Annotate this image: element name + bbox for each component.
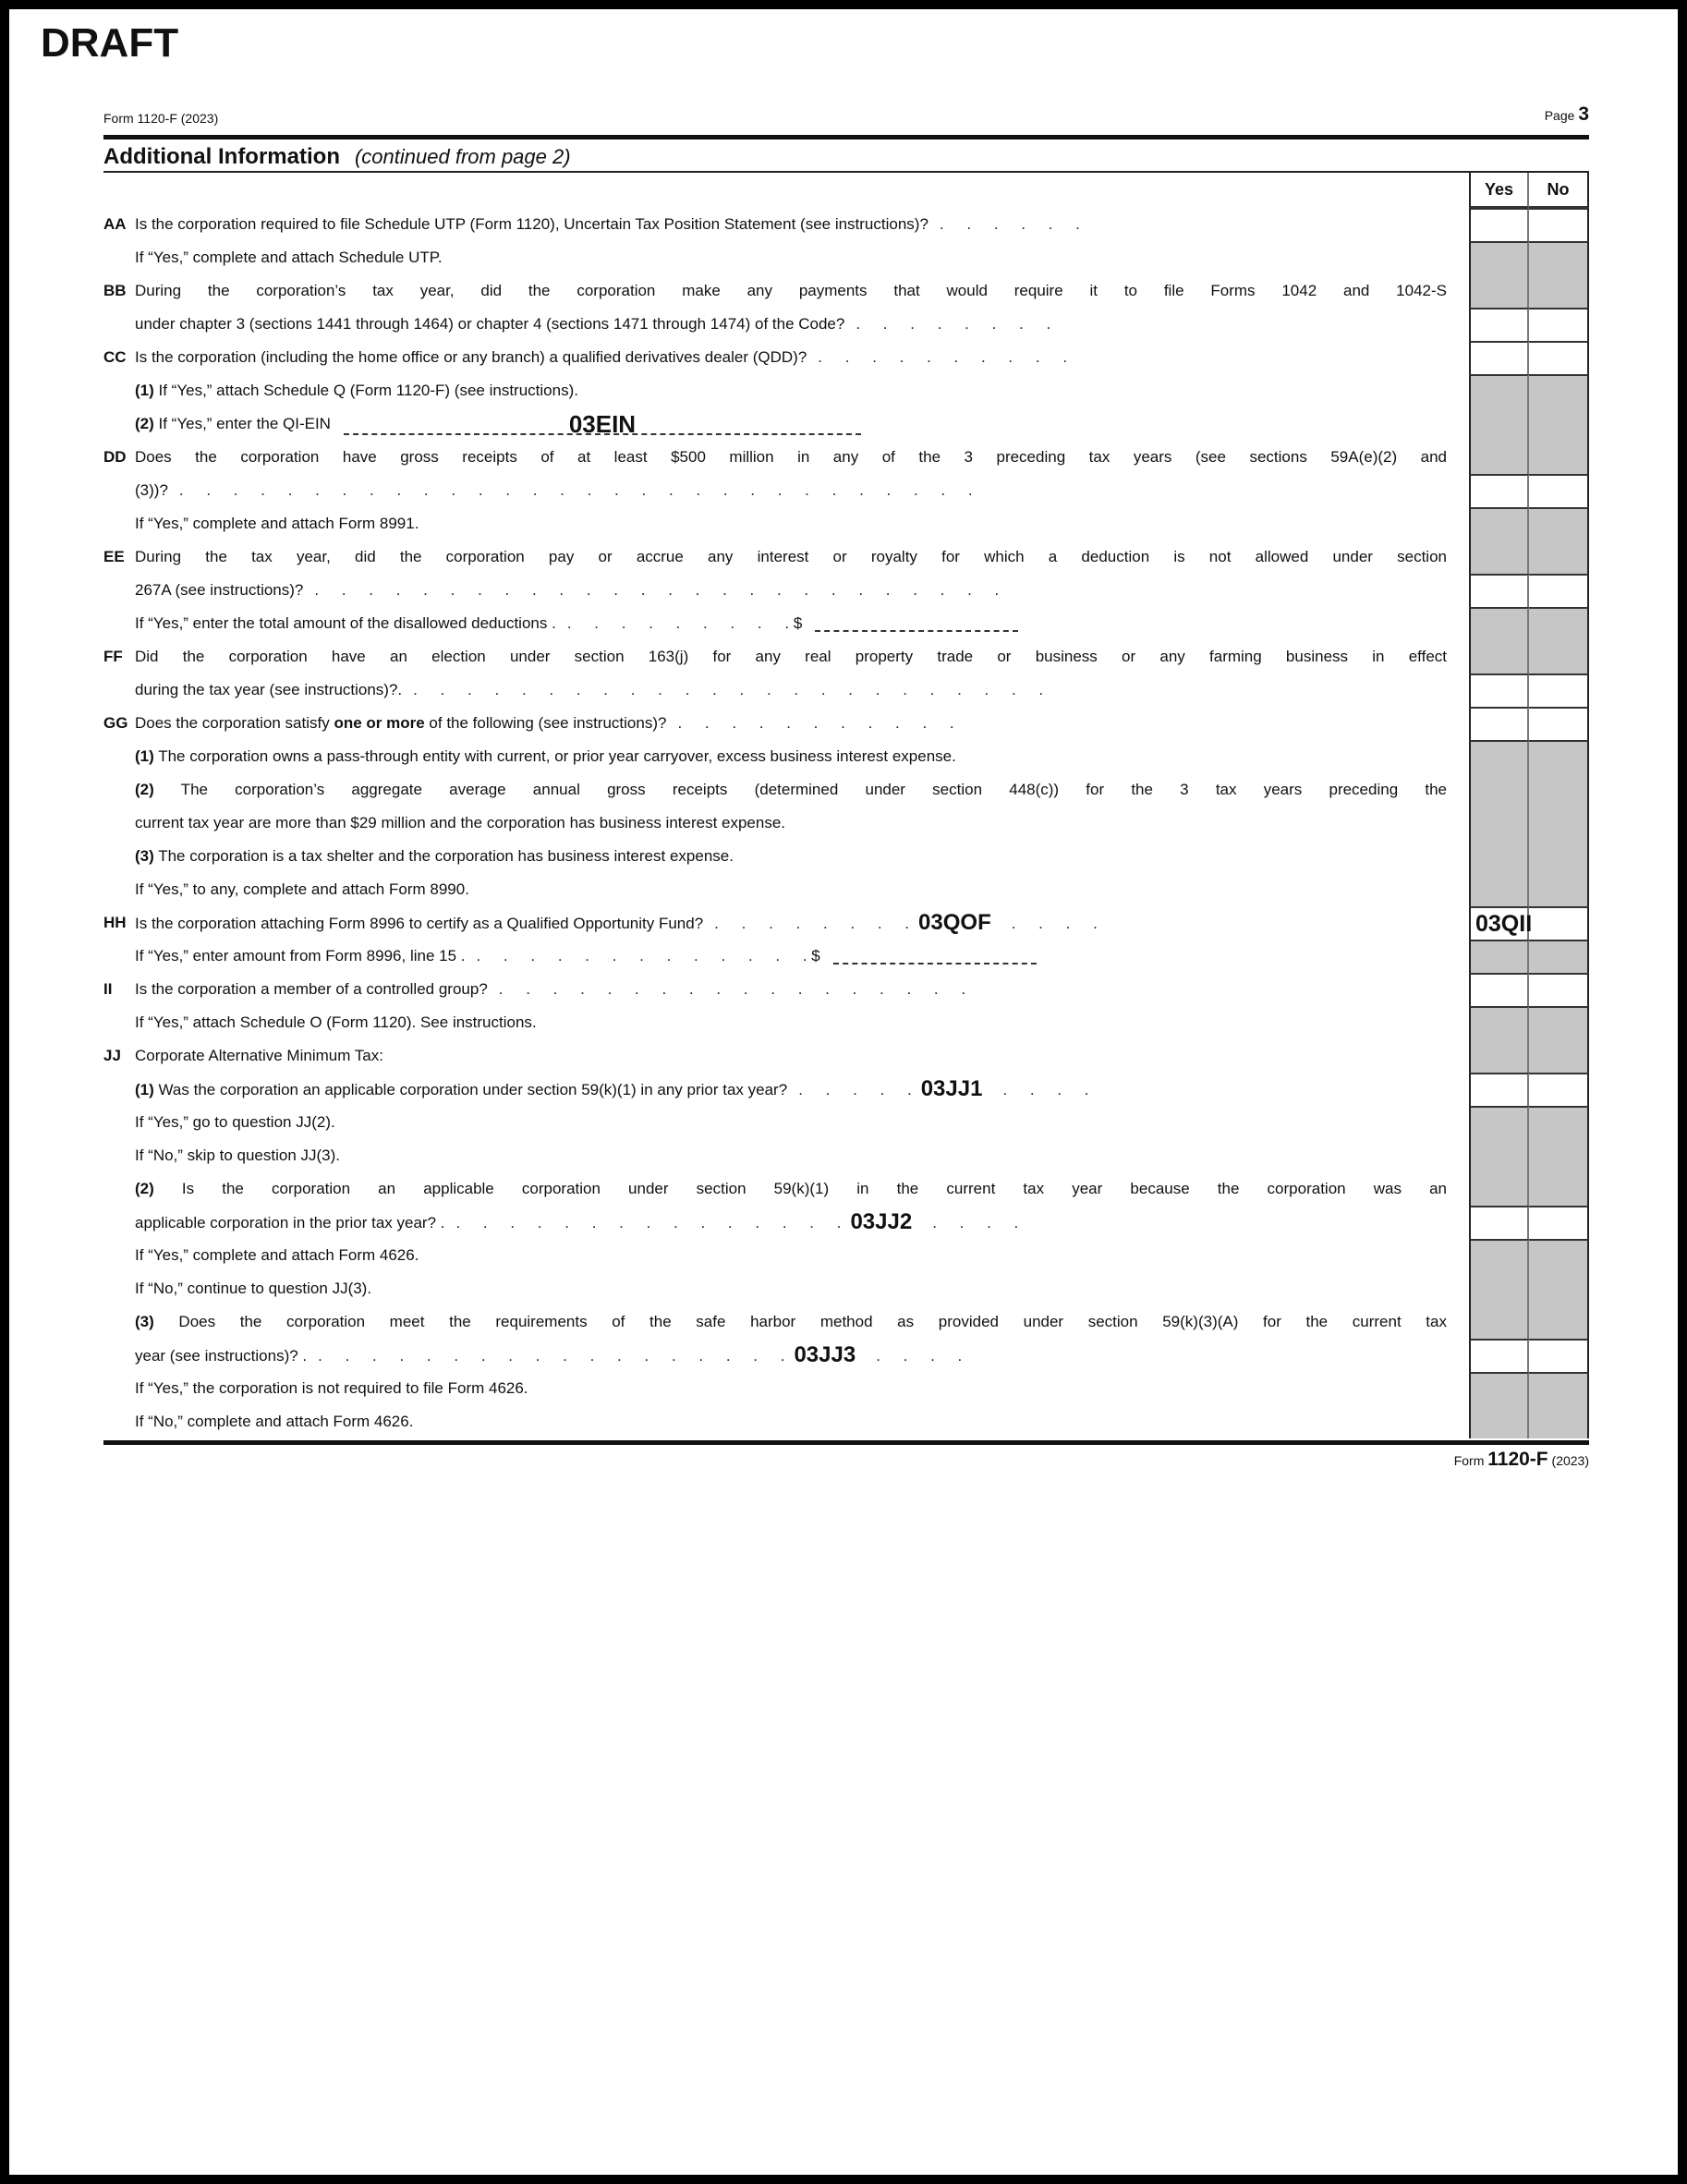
dot-leaders: . . . . . . . . .: [566, 614, 790, 632]
no-cell[interactable]: [1529, 707, 1589, 740]
question-text: [135, 1106, 1469, 1139]
header-divider: [103, 135, 1589, 140]
question-line: [103, 940, 1469, 973]
text-segment: (3))?: [135, 481, 168, 499]
no-cell: [1529, 773, 1589, 807]
yes-cell: [1469, 607, 1529, 640]
table-header-spacer: [103, 173, 1469, 208]
text-segment: current tax year are more than $29 million and the corporation has business interest expense.: [135, 814, 786, 831]
yes-cell[interactable]: [1469, 474, 1529, 507]
text-segment: (3): [135, 1313, 154, 1330]
item-code: EE: [103, 548, 125, 565]
text-segment: applicable corporation in the prior tax year? .: [135, 1214, 445, 1232]
question-line: [103, 1372, 1469, 1405]
yes-cell: [1469, 1405, 1529, 1438]
text-segment: Is the corporation (including the home office or any branch) a qualified derivatives dealer (QDD)?: [135, 348, 807, 366]
no-cell: [1529, 241, 1589, 274]
text-segment: Is the corporation attaching Form 8996 to certify as a Qualified Opportunity Fund?: [135, 915, 704, 932]
item-code: HH: [103, 914, 127, 931]
item-code: [103, 740, 135, 773]
no-cell: [1529, 1305, 1589, 1339]
dot-leaders: . . . . .: [798, 1081, 912, 1098]
footer-form-id: [103, 1449, 1589, 1471]
yes-cell: [1469, 507, 1529, 540]
dot-leaders: . . . . . . . . . .: [818, 348, 1068, 366]
item-code: [103, 1206, 135, 1239]
text-segment: During the tax year, did the corporation pay or accrue any interest or royalty for which a deduction is not allowed under section: [135, 548, 1447, 565]
item-code: [103, 1239, 135, 1272]
yes-cell: [1469, 840, 1529, 873]
yes-cell[interactable]: [1469, 1339, 1529, 1372]
question-text: [135, 1239, 1469, 1272]
question-text: [135, 574, 1469, 607]
question-line: [103, 308, 1469, 341]
no-cell[interactable]: [1529, 673, 1589, 707]
yes-cell[interactable]: [1469, 308, 1529, 341]
question-line: [103, 1073, 1469, 1106]
question-text: [135, 241, 1469, 274]
question-text: [135, 1139, 1469, 1172]
no-cell[interactable]: [1529, 208, 1589, 241]
text-segment: (2): [135, 1180, 154, 1197]
yes-cell[interactable]: [1469, 1206, 1529, 1239]
question-text: [135, 1006, 1469, 1039]
question-text: [135, 441, 1469, 474]
text-segment: under chapter 3 (sections 1441 through 1464) or chapter 4 (sections 1471 through 1474) of the Code?: [135, 315, 845, 333]
text-segment: (3): [135, 847, 154, 865]
dot-leaders: . . . . . . . . . . . . . . . . . . . . . . . . . . . . . .: [178, 481, 973, 499]
no-cell[interactable]: [1529, 1339, 1589, 1372]
yes-cell: [1469, 1039, 1529, 1073]
text-segment: Does the corporation have gross receipts of at least $500 million in any of the 3 preceding tax years (see sections 59A(e)(2) and: [135, 448, 1447, 466]
yes-cell[interactable]: [1469, 208, 1529, 241]
amount-entry-field[interactable]: [815, 608, 1018, 632]
question-line: [103, 1272, 1469, 1305]
draft-code: 03JJ2: [850, 1209, 913, 1234]
question-line: [103, 807, 1469, 840]
qi-ein-entry-field[interactable]: [344, 410, 861, 438]
no-cell: [1529, 1172, 1589, 1206]
yes-cell[interactable]: [1469, 973, 1529, 1006]
yes-cell[interactable]: [1469, 673, 1529, 707]
question-line: [103, 773, 1469, 807]
question-line-FF: [103, 640, 1469, 673]
question-text: [135, 1305, 1469, 1339]
question-line-II: [103, 973, 1469, 1006]
draft-code: 03JJ3: [794, 1342, 856, 1367]
form-id-header: Form 1120-F (2023): [103, 111, 219, 126]
text-segment: If “Yes,” complete and attach Schedule UTP.: [135, 249, 443, 266]
item-code: [103, 1272, 135, 1305]
question-line: [103, 574, 1469, 607]
footer-form-year: (2023): [1551, 1453, 1589, 1468]
question-line: [103, 1006, 1469, 1039]
footer-form-label: Form: [1453, 1453, 1485, 1468]
item-code: [103, 374, 135, 407]
question-text: [135, 1172, 1469, 1206]
dot-leaders: . . . .: [1002, 1081, 1089, 1098]
text-segment: If “Yes,” complete and attach Form 4626.: [135, 1246, 419, 1264]
dot-leaders: . . . . . . . . . . .: [677, 714, 954, 732]
item-code: [103, 407, 135, 441]
yes-cell: [1469, 540, 1529, 574]
no-cell: [1529, 1139, 1589, 1172]
question-text: [135, 807, 1469, 840]
no-cell: [1529, 540, 1589, 574]
no-cell[interactable]: [1529, 973, 1589, 1006]
dot-leaders: . . . .: [1011, 915, 1098, 932]
question-line-BB: [103, 274, 1469, 308]
draft-code: 03QOF: [918, 910, 991, 935]
question-text: [135, 607, 1469, 640]
question-line-JJ: [103, 1039, 1469, 1073]
question-line-DD: [103, 441, 1469, 474]
no-cell: [1529, 507, 1589, 540]
question-text: [135, 773, 1469, 807]
text-segment: If “No,” skip to question JJ(3).: [135, 1147, 341, 1164]
question-text: [135, 1272, 1469, 1305]
text-segment: If “Yes,” enter the total amount of the disallowed deductions .: [135, 614, 556, 632]
question-text: [135, 640, 1469, 673]
question-line: [103, 1139, 1469, 1172]
question-line: [103, 1405, 1469, 1438]
no-cell: [1529, 1272, 1589, 1305]
question-line: [103, 840, 1469, 873]
question-text: [135, 308, 1469, 341]
yes-cell: [1469, 241, 1529, 274]
dot-leaders: . . . . . .: [939, 215, 1080, 233]
item-code: [103, 807, 135, 840]
item-code: [103, 1006, 135, 1039]
question-line: [103, 374, 1469, 407]
text-segment: During the corporation’s tax year, did the corporation make any payments that would require it to file Forms 1042 and 1042-S: [135, 282, 1447, 299]
yes-cell: [1469, 940, 1529, 973]
yes-cell: [1469, 407, 1529, 441]
question-text: [135, 341, 1469, 374]
text-segment: one or more: [334, 714, 425, 732]
item-code: [103, 1405, 135, 1438]
text-segment: of the following (see instructions)?: [424, 714, 667, 732]
text-segment: Is the corporation a member of a controlled group?: [135, 980, 488, 998]
question-text: [135, 1372, 1469, 1405]
text-segment: The corporation owns a pass-through entity with current, or prior year carryover, excess business interest expense.: [153, 747, 956, 765]
draft-code: 03JJ1: [920, 1076, 983, 1101]
item-code: [103, 574, 135, 607]
yes-column-header: Yes: [1469, 173, 1529, 208]
text-segment: If “Yes,” attach Schedule O (Form 1120). See instructions.: [135, 1013, 537, 1031]
draft-watermark: DRAFT: [41, 20, 179, 66]
question-line: [103, 1305, 1469, 1339]
question-text: [135, 274, 1469, 308]
text-segment: $: [807, 947, 820, 965]
text-segment: If “Yes,” enter the QI-EIN: [153, 415, 331, 432]
item-code: II: [103, 980, 113, 998]
no-cell[interactable]: [1529, 1073, 1589, 1106]
text-segment: The corporation is a tax shelter and the corporation has business interest expense.: [153, 847, 734, 865]
question-text: [135, 1339, 1469, 1372]
dot-leaders: . . . . . . . . . . . . . . . . . . . . . . . . . .: [314, 581, 1000, 599]
no-cell: [1529, 740, 1589, 773]
item-code: [103, 773, 135, 807]
text-segment: Is the corporation an applicable corporation under section 59(k)(1) in the current tax year because the corporation was an: [153, 1180, 1447, 1197]
question-line: [103, 873, 1469, 906]
yes-cell: [1469, 1372, 1529, 1405]
question-line-CC: [103, 341, 1469, 374]
dot-leaders: . . . .: [932, 1214, 1019, 1232]
no-cell[interactable]: [1529, 574, 1589, 607]
question-line: [103, 407, 1469, 441]
no-cell: [1529, 1405, 1589, 1438]
yes-cell[interactable]: [1469, 341, 1529, 374]
text-segment: If “Yes,” to any, complete and attach Form 8990.: [135, 880, 469, 898]
text-segment: Does the corporation satisfy: [135, 714, 334, 732]
item-code: [103, 1139, 135, 1172]
no-cell: [1529, 1039, 1589, 1073]
question-text: [135, 507, 1469, 540]
yes-cell: [1469, 441, 1529, 474]
no-cell: [1529, 407, 1589, 441]
question-text: [135, 840, 1469, 873]
yes-cell: [1469, 1106, 1529, 1139]
page-number: [103, 103, 1589, 126]
question-text: [135, 474, 1469, 507]
question-line: [103, 1206, 1469, 1239]
yes-cell: [1469, 1239, 1529, 1272]
text-segment: (2): [135, 781, 154, 798]
question-line: [103, 607, 1469, 640]
additional-info-table: [103, 173, 1589, 1438]
item-code: [103, 1073, 135, 1106]
yes-cell[interactable]: [1469, 1073, 1529, 1106]
question-text: [135, 906, 1469, 940]
yes-cell: [1469, 1139, 1529, 1172]
text-segment: 267A (see instructions)?: [135, 581, 304, 599]
item-code: [103, 1372, 135, 1405]
bottom-rule: [103, 1440, 1589, 1445]
item-code: JJ: [103, 1047, 121, 1064]
item-code: GG: [103, 714, 128, 732]
item-code: [103, 1305, 135, 1339]
text-segment: $: [789, 614, 803, 632]
dot-leaders: . . . . . . . . . . . . . . . . . .: [318, 1347, 785, 1365]
no-cell: [1529, 873, 1589, 906]
question-line: [103, 673, 1469, 707]
item-code: [103, 1106, 135, 1139]
yes-cell: [1469, 807, 1529, 840]
item-code: [103, 873, 135, 906]
question-line: [103, 241, 1469, 274]
yes-cell[interactable]: [1469, 574, 1529, 607]
question-line: [103, 740, 1469, 773]
question-text: [135, 940, 1469, 973]
yes-cell: [1469, 873, 1529, 906]
item-code: [103, 1172, 135, 1206]
question-text: [135, 1405, 1469, 1438]
question-text: [135, 1039, 1469, 1073]
item-code: [103, 507, 135, 540]
item-code: CC: [103, 348, 127, 366]
item-code: [103, 607, 135, 640]
no-cell: [1529, 1372, 1589, 1405]
text-segment: If “Yes,” complete and attach Form 8991.: [135, 515, 419, 532]
no-cell: [1529, 807, 1589, 840]
question-text: [135, 407, 1469, 441]
question-text: [135, 873, 1469, 906]
item-code: [103, 673, 135, 707]
text-segment: (1): [135, 1081, 154, 1098]
draft-code: 03EIN: [568, 410, 637, 438]
item-code: BB: [103, 282, 127, 299]
text-segment: If “No,” continue to question JJ(3).: [135, 1280, 372, 1297]
footer-form-number: 1120-F: [1487, 1449, 1548, 1470]
no-cell: [1529, 1006, 1589, 1039]
no-cell[interactable]: [1529, 341, 1589, 374]
dot-leaders: . . . .: [876, 1347, 963, 1365]
no-cell[interactable]: [1529, 906, 1589, 940]
text-segment: Corporate Alternative Minimum Tax:: [135, 1047, 383, 1064]
question-text: [135, 1206, 1469, 1239]
amount-entry-field[interactable]: [833, 940, 1037, 965]
item-code: [103, 241, 135, 274]
item-code: [103, 474, 135, 507]
question-line: [103, 1172, 1469, 1206]
text-segment: year (see instructions)? .: [135, 1347, 308, 1365]
no-cell[interactable]: [1529, 308, 1589, 341]
question-line: [103, 1339, 1469, 1372]
yes-cell: [1469, 773, 1529, 807]
dot-leaders: . . . . . . . . . . . . . . . . . .: [498, 980, 966, 998]
yes-cell: [1469, 374, 1529, 407]
text-segment: during the tax year (see instructions)?.: [135, 681, 403, 698]
yes-cell[interactable]: [1469, 906, 1533, 940]
yes-cell: [1469, 1006, 1529, 1039]
draft-code: 03QII: [1475, 911, 1533, 937]
text-segment: (1): [135, 382, 154, 399]
dot-leaders: . . . . . . . . . . . . . . .: [455, 1214, 842, 1232]
yes-cell: [1469, 274, 1529, 308]
dot-leaders: . . . . . . . .: [856, 315, 1051, 333]
no-cell: [1529, 840, 1589, 873]
item-code: DD: [103, 448, 127, 466]
question-line-HH: [103, 906, 1469, 940]
page-number-value: 3: [1578, 103, 1589, 125]
text-segment: Did the corporation have an election under section 163(j) for any real property trade or business or any farming business in effect: [135, 648, 1447, 665]
section-header: [103, 144, 571, 170]
dot-leaders: . . . . . . . .: [714, 915, 910, 932]
no-cell[interactable]: [1529, 1206, 1589, 1239]
no-cell: [1529, 607, 1589, 640]
text-segment: If “Yes,” go to question JJ(2).: [135, 1113, 335, 1131]
section-title: Additional Information: [103, 144, 340, 169]
item-code: [103, 940, 135, 973]
no-cell[interactable]: [1529, 474, 1589, 507]
question-line: [103, 1239, 1469, 1272]
no-cell: [1529, 274, 1589, 308]
question-line-GG: [103, 707, 1469, 740]
yes-cell: [1469, 1272, 1529, 1305]
item-code: FF: [103, 648, 123, 665]
question-line: [103, 474, 1469, 507]
no-cell: [1529, 441, 1589, 474]
text-segment: Is the corporation required to file Schedule UTP (Form 1120), Uncertain Tax Position Statement (see instructions)?: [135, 215, 928, 233]
question-text: [135, 973, 1469, 1006]
question-text: [135, 374, 1469, 407]
question-line: [103, 507, 1469, 540]
question-line: [103, 1106, 1469, 1139]
question-line-EE: [103, 540, 1469, 574]
page-label: Page: [1544, 108, 1575, 123]
text-segment: Does the corporation meet the requirements of the safe harbor method as provided under section 59(k)(3)(A) for the current tax: [153, 1313, 1447, 1330]
item-code: [103, 1339, 135, 1372]
no-cell: [1529, 1106, 1589, 1139]
text-segment: Was the corporation an applicable corporation under section 59(k)(1) in any prior tax year?: [153, 1081, 788, 1098]
text-segment: If “Yes,” attach Schedule Q (Form 1120-F) (see instructions).: [153, 382, 578, 399]
question-line-AA: [103, 208, 1469, 241]
question-text: [135, 740, 1469, 773]
question-text: [135, 208, 1469, 241]
text-segment: (1): [135, 747, 154, 765]
item-code: AA: [103, 215, 127, 233]
yes-cell: [1469, 740, 1529, 773]
no-cell: [1529, 940, 1589, 973]
item-code: [103, 308, 135, 341]
text-segment: If “Yes,” enter amount from Form 8996, line 15 .: [135, 947, 466, 965]
dot-leaders: . . . . . . . . . . . . .: [476, 947, 807, 965]
yes-cell[interactable]: [1469, 707, 1529, 740]
question-text: [135, 1073, 1469, 1106]
question-text: [135, 707, 1469, 740]
yes-cell: [1469, 1172, 1529, 1206]
no-column-header: No: [1529, 173, 1589, 208]
no-cell: [1529, 1239, 1589, 1272]
no-cell: [1529, 374, 1589, 407]
question-text: [135, 540, 1469, 574]
item-code: [103, 840, 135, 873]
dot-leaders: . . . . . . . . . . . . . . . . . . . . . . . .: [413, 681, 1044, 698]
question-text: [135, 673, 1469, 707]
text-segment: The corporation’s aggregate average annual gross receipts (determined under section 448(c)) for the 3 tax years preceding the: [153, 781, 1447, 798]
yes-cell: [1469, 1305, 1529, 1339]
yes-cell: [1469, 640, 1529, 673]
text-segment: (2): [135, 415, 154, 432]
text-segment: If “No,” complete and attach Form 4626.: [135, 1413, 414, 1430]
text-segment: If “Yes,” the corporation is not required to file Form 4626.: [135, 1379, 528, 1397]
section-subtitle: (continued from page 2): [354, 145, 571, 168]
no-cell: [1529, 640, 1589, 673]
